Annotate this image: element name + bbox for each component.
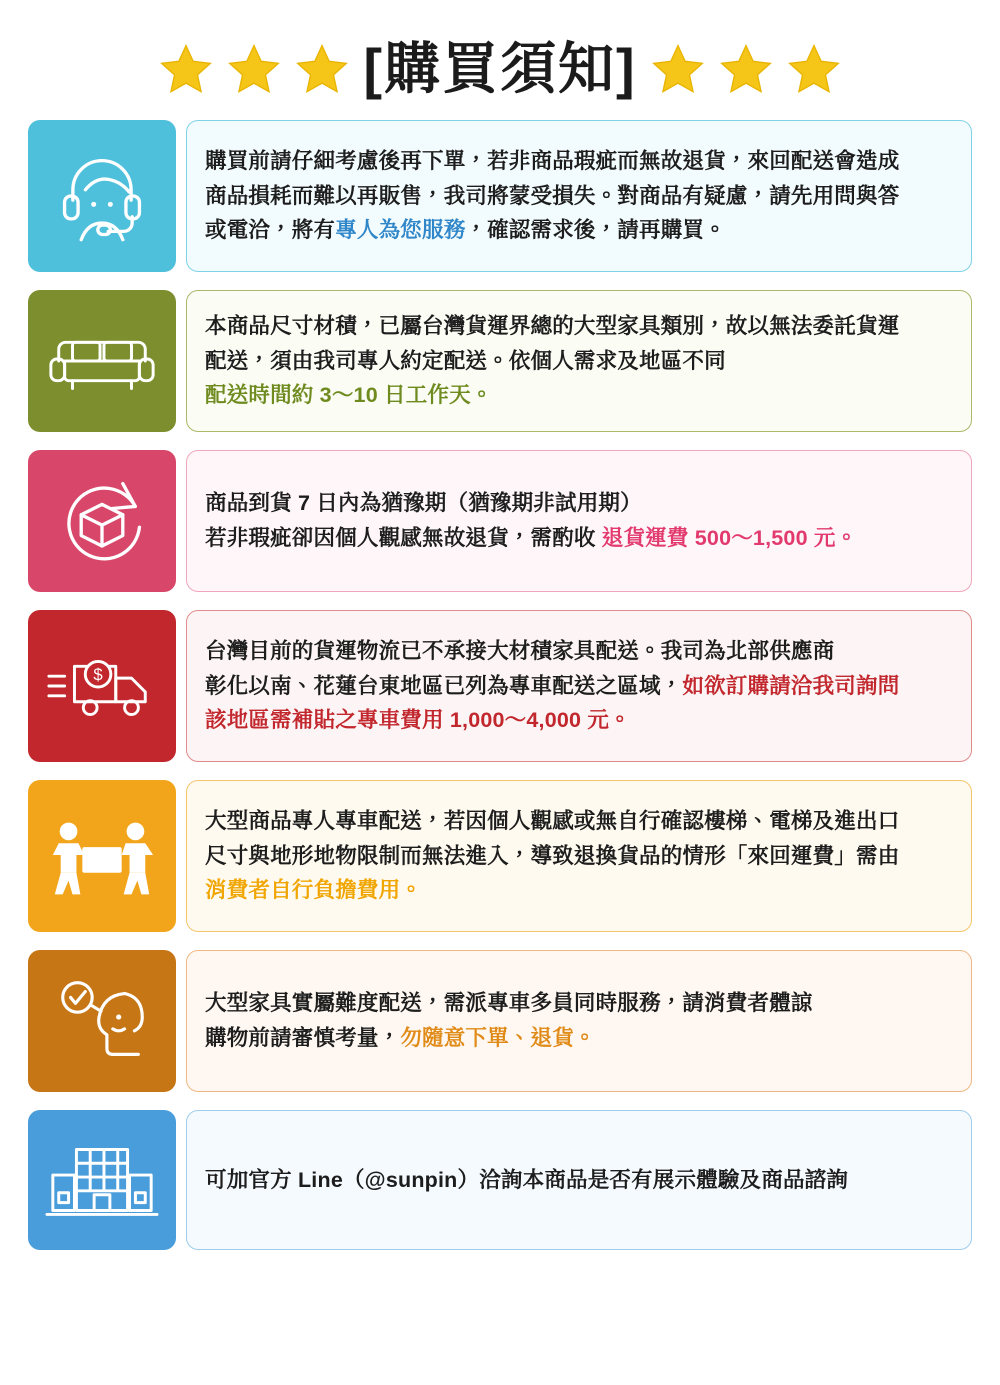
star-icon [651, 42, 705, 96]
notice-line: 配送，須由我司專人約定配送。依個人需求及地區不同 [205, 348, 726, 373]
highlight-text: 勿隨意下單、退貨。 [400, 1026, 596, 1050]
notice-line [205, 873, 953, 908]
notice-row [28, 780, 972, 932]
notice-row [28, 120, 972, 272]
notice-line: 可加官方 Line（@sunpin）洽詢本商品是否有展示體驗及商品諮詢 [205, 1167, 849, 1192]
notice-row [28, 950, 972, 1092]
highlight-text: 消費者自行負擔費用。 [205, 878, 423, 903]
icon-box-two-movers [28, 780, 176, 932]
notice-row [28, 290, 972, 432]
highlight-text: 專人為您服務 [335, 218, 466, 243]
two-movers-carrying-icon [43, 811, 161, 901]
icon-box-headset-support [28, 120, 176, 272]
icon-box-sofa [28, 290, 176, 432]
notice-line: 台灣目前的貨運物流已不承接大材積家具配送。我司為北部供應商 [205, 638, 835, 663]
icon-box-delivery-truck-fee [28, 610, 176, 762]
notice-line: 若非瑕疵卻因個人觀感無故退貨，需酌收 退貨運費 500～1,500 元。 [205, 526, 858, 550]
star-icon [227, 42, 281, 96]
return-box-icon [50, 469, 154, 573]
highlight-text: 該地區需補貼之專車費用 1,000～4,000 元。 [205, 708, 631, 733]
page-title-row [0, 0, 1000, 120]
star-icon [787, 42, 841, 96]
icon-box-return-box [28, 450, 176, 592]
notice-text-box [186, 290, 972, 432]
sofa-icon [43, 321, 161, 401]
notice-line: 購物前請審慎考量，勿隨意下單、退貨。 [205, 1026, 596, 1050]
notice-line: 或電洽，將有專人為您服務，確認需求後，請再購買。 [205, 218, 726, 243]
star-icon [159, 42, 213, 96]
notice-line [205, 378, 953, 413]
notice-line: 商品損耗而難以再販售，我司將蒙受損失。對商品有疑慮，請先用問與答 [205, 183, 900, 208]
notice-text-box [186, 120, 972, 272]
notice-row [28, 450, 972, 592]
notice-row [28, 610, 972, 762]
highlight-text: 如欲訂購請洽我司詢問 [682, 673, 900, 698]
notice-line: 大型家具實屬難度配送，需派專車多員同時服務，請消費者體諒 [205, 991, 813, 1016]
notice-text-box [186, 950, 972, 1092]
notice-text-box [186, 450, 972, 592]
highlight-text: 退貨運費 500～1,500 元。 [601, 526, 858, 550]
page-title: [購買須知] [363, 37, 637, 100]
star-icon [719, 42, 773, 96]
notice-line: 本商品尺寸材積，已屬台灣貨運界總的大型家具類別，故以無法委託貨運 [205, 313, 900, 338]
delivery-truck-fee-icon [43, 646, 161, 726]
notice-row [28, 1110, 972, 1250]
notice-line: 購買前請仔細考慮後再下單，若非商品瑕疵而無故退貨，來回配送會造成 [205, 148, 900, 173]
highlight-text: 配送時間約 3～10 日工作天。 [205, 383, 493, 408]
star-icon [295, 42, 349, 96]
icon-box-store-building [28, 1110, 176, 1250]
icon-box-person-check [28, 950, 176, 1092]
notice-line: 尺寸與地形地物限制而無法進入，導致退換貨品的情形「來回運費」需由 [205, 843, 900, 868]
headset-support-icon [50, 144, 154, 248]
notice-list [0, 120, 1000, 1250]
notice-text-box [186, 610, 972, 762]
person-check-icon [48, 971, 156, 1071]
notice-text-box [186, 780, 972, 932]
notice-line: 大型商品專人專車配送，若因個人觀感或無自行確認樓梯、電梯及進出口 [205, 808, 900, 833]
notice-line: 彰化以南、花蓮台東地區已列為專車配送之區域，如欲訂購請洽我司詢問 [205, 673, 900, 698]
svg-text:$: $ [93, 665, 103, 685]
notice-line [205, 703, 953, 738]
notice-text-box [186, 1110, 972, 1250]
store-building-icon [43, 1135, 161, 1225]
notice-line: 商品到貨 7 日內為猶豫期（猶豫期非試用期） [205, 491, 642, 516]
